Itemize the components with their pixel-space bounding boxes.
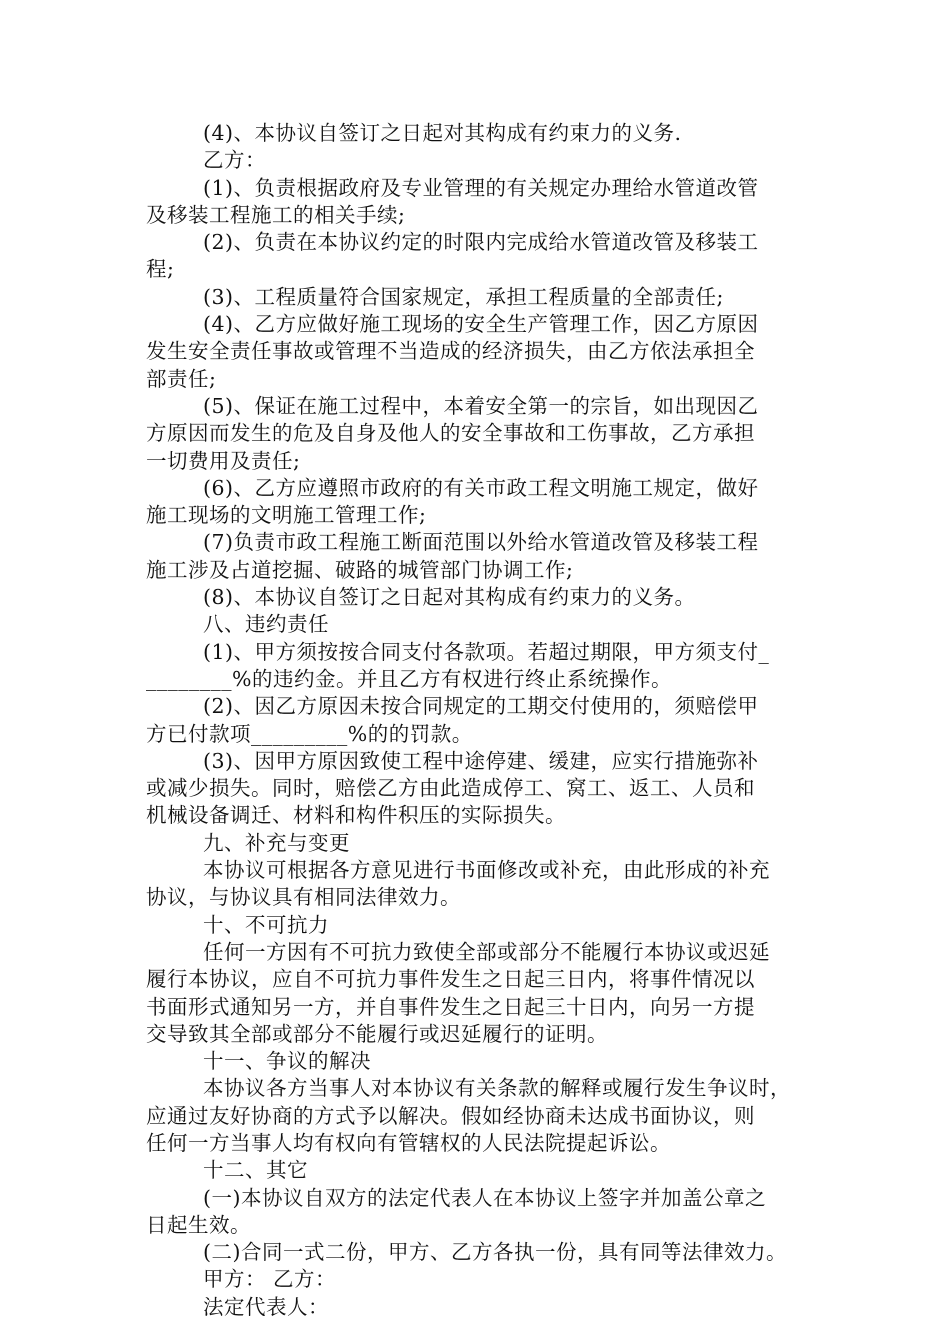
document-line: 十二、其它 [203, 1158, 308, 1183]
document-line: 九、补充与变更 [203, 830, 350, 855]
document-line: 方已付款项_________%的的罚款。 [146, 721, 473, 746]
document-line: (3)、因甲方原因致使工程中途停建、缓建，应实行措施弥补 [203, 748, 759, 773]
document-line: 乙方： [203, 148, 266, 173]
document-line: 部责任; [146, 366, 217, 391]
document-line: (4)、乙方应做好施工现场的安全生产管理工作，因乙方原因 [203, 312, 759, 337]
document-line: (8)、本协议自签订之日起对其构成有约束力的义务。 [203, 585, 696, 610]
document-line: 书面形式通知另一方，并自事件发生之日起三十日内，向另一方提 [146, 994, 755, 1019]
document-line: (3)、工程质量符合国家规定，承担工程质量的全部责任; [203, 284, 724, 309]
document-line: 方原因而发生的危及自身及他人的安全事故和工伤事故，乙方承担 [146, 421, 755, 446]
document-line: 协议，与协议具有相同法律效力。 [146, 885, 461, 910]
document-line: 机械设备调迁、材料和构件积压的实际损失。 [146, 803, 566, 828]
document-line: 发生安全责任事故或管理不当造成的经济损失，由乙方依法承担全 [146, 339, 755, 364]
document-body [146, 120, 810, 1321]
document-line: 交导致其全部或部分不能履行或迟延履行的证明。 [146, 1021, 608, 1046]
document-line: 法定代表人： [203, 1294, 329, 1319]
document-line: 履行本协议，应自不可抗力事件发生之日起三日内，将事件情况以 [146, 967, 755, 992]
document-line: (一)本协议自双方的法定代表人在本协议上签字并加盖公章之 [203, 1185, 766, 1210]
document-line: (6)、乙方应遵照市政府的有关市政工程文明施工规定，做好 [203, 475, 759, 500]
document-line: 应通过友好协商的方式予以解决。假如经协商未达成书面协议，则 [146, 1103, 755, 1128]
document-line: (4)、本协议自签订之日起对其构成有约束力的义务. [203, 121, 682, 145]
document-line: (2)、负责在本协议约定的时限内完成给水管道改管及移装工 [203, 230, 759, 255]
document-line: (二)合同一式二份，甲方、乙方各执一份，具有同等法律效力。 [203, 1240, 787, 1265]
document-line: 及移装工程施工的相关手续; [146, 202, 406, 227]
document-line: 本协议各方当事人对本协议有关条款的解释或履行发生争议时， [203, 1076, 791, 1101]
document-line: (5)、保证在施工过程中，本着安全第一的宗旨，如出现因乙 [203, 393, 759, 418]
document-line: (7)负责市政工程施工断面范围以外给水管道改管及移装工程 [203, 530, 759, 555]
document-line: 或减少损失。同时，赔偿乙方由此造成停工、窝工、返工、人员和 [146, 776, 755, 801]
document-line: 施工现场的文明施工管理工作; [146, 503, 427, 528]
document-line: 程; [146, 257, 175, 282]
document-line: 施工涉及占道挖掘、破路的城管部门协调工作; [146, 557, 574, 582]
document-line: 任何一方因有不可抗力致使全部或部分不能履行本协议或迟延 [203, 939, 770, 964]
document-line: 本协议可根据各方意见进行书面修改或补充，由此形成的补充 [203, 858, 770, 883]
document-line: 任何一方当事人均有权向有管辖权的人民法院提起诉讼。 [146, 1130, 671, 1155]
document-line: ________%的违约金。并且乙方有权进行终止系统操作。 [146, 666, 672, 691]
document-line: 十一、争议的解决 [203, 1049, 371, 1074]
document-line: 甲方： 乙方： [203, 1267, 337, 1292]
document-line: (2)、因乙方原因未按合同规定的工期交付使用的，须赔偿甲 [203, 694, 759, 719]
document-line: 日起生效。 [146, 1212, 251, 1237]
document-line: (1)、负责根据政府及专业管理的有关规定办理给水管道改管 [203, 175, 759, 200]
document-line: 一切费用及责任; [146, 448, 301, 473]
document-line: 十、不可抗力 [203, 912, 329, 937]
document-line: 八、违约责任 [203, 612, 329, 637]
document-line: (1)、甲方须按按合同支付各款项。若超过期限，甲方须支付_ [203, 639, 770, 664]
